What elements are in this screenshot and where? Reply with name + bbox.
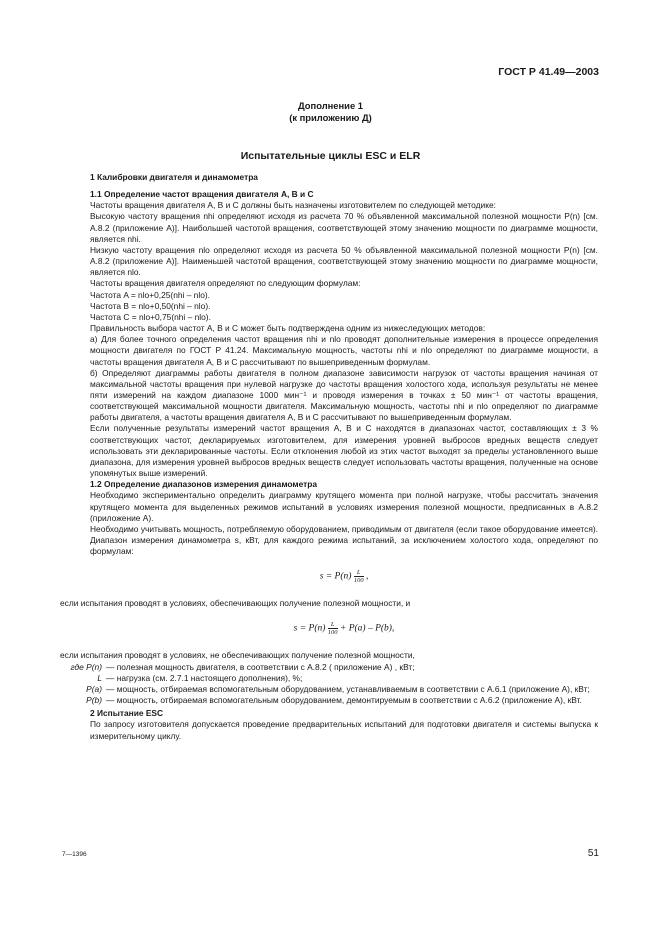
legend-text: — мощность, отбираемая вспомогательным оборудованием, демонтируемым в соответствии с А.6.2 (приложение А), кВт. [106, 695, 582, 706]
fraction-numerator: L [354, 569, 364, 577]
legend-item [60, 673, 598, 684]
main-title: Испытательные циклы ESC и ELR [240, 150, 421, 162]
paragraph: Низкую частоту вращения nlo определяют исходя из расчета 50 % объявленной максимальной полезной мощности P(n) [см. А.8.2 (приложение А)]. Наименьшей частотой вращения, соответствующей этому значению мощности по диаграмме мощности, является nlo. [90, 244, 598, 278]
paragraph: б) Определяют диаграммы работы двигателя в полном диапазоне зависимости нагрузок от частоты вращения начиная от максимальной частоты вращения при нулевой нагрузке до частоты вращения холостого хода, используя результаты не менее пяти измерений на каждом диапазоне 1000 мин⁻¹ и проводя измерения в точках ± 50 мин⁻¹ от частоты вращения, соответствующей максимальной мощности двигателя. Максимальную мощность, частоты nhi и nlo определяют по диаграмме работы двигателя, а частоты вращения двигателя A, B и C рассчитывают по вышеприведенным формулам. [90, 367, 598, 423]
paragraph: По запросу изготовителя допускается проведение предварительных испытаний для подготовки двигателя и системы выпуска к измерительному циклу. [90, 719, 598, 741]
paragraph: Правильность выбора частот A, B и C может быть подтверждена одним из нижеследующих методов: [90, 323, 486, 334]
legend-item [60, 662, 598, 673]
legend-text: — полезная мощность двигателя, в соответствии с А.8.2 ( приложение А) , кВт; [106, 661, 415, 672]
equation-fraction [354, 569, 364, 584]
paragraph: Высокую частоту вращения nhi определяют исходя из расчета 70 % объявленной максимальной полезной мощности P(n) [см. А.8.2 (приложение А)]. Наибольшей частотой вращения, соответствующей этому значению мощности по диаграмме мощности, является nhi. [90, 211, 598, 244]
fraction-denominator: 100 [327, 629, 338, 637]
page-number: 51 [587, 848, 599, 859]
paragraph: Необходимо экспериментально определить диаграмму крутящего момента при полной нагрузке, чтобы рассчитать значения крутящего момента для выделенных режимов испытаний в условиях измерения полезной мощности, предписанных в А.8.2 (приложение А). [90, 490, 598, 523]
appendix-title: Дополнение 1 [298, 100, 363, 111]
document-body [60, 172, 598, 742]
paragraph: Если полученные результаты измерений частот вращения A, B и C находятся в диапазонах частот, составляющих ± 3 % соответствующих частот, декларируемых изготовителем, для измерения уровней выбросов вредных веществ следует использовать эти декларированные частоты. Если отклонения любой из этих частот выходят за пределы установленного выше диапазона, для измерения уровней выбросов вредных веществ следует использовать частоты вращения, полученные на основе упомянутых выше измерений. [90, 423, 598, 479]
equation-lhs: s = P(n) [319, 572, 352, 582]
equation-tail: , [365, 572, 369, 582]
legend-item [60, 695, 598, 706]
formula-b: Частота B = nlo+0,50(nhi – nlo). [90, 300, 211, 311]
section-1-2-heading: 1.2 Определение диапазонов измерения динамометра [90, 479, 318, 490]
paragraph: а) Для более точного определения частот вращения nhi и nlo проводят дополнительные измерения в процессе определения мощности двигателя по ГОСТ Р 41.24. Максимальную мощность, частоты nhi и nlo определяют по диаграмме мощности, а частоты вращения двигателя A, B и C рассчитывают по вышеприведенным формулам. [90, 334, 598, 367]
paragraph: если испытания проводят в условиях, не обеспечивающих получение полезной мощности, [60, 650, 415, 661]
legend-item [60, 684, 598, 695]
section-1-heading: 1 Калибровки двигателя и динамометра [90, 172, 258, 182]
legend-list [60, 662, 598, 707]
formula-a: Частота A = nlo+0,25(nhi – nlo). [90, 289, 210, 300]
legend-key: где P(n) [70, 661, 102, 672]
paragraph: если испытания проводят в условиях, обеспечивающих получение полезной мощности, и [60, 598, 411, 609]
equation-lhs: s = P(n) [293, 624, 326, 635]
fraction-numerator: L [328, 621, 338, 629]
legend-key: P(b) [86, 695, 102, 706]
paragraph: Необходимо учитывать мощность, потребляемую оборудованием, приводимым от двигателя (если такое оборудование имеется). Диапазон измерения динамометра s, кВт, для каждого режима испытаний, за исключением холостого хода, определяют по формулам: [90, 523, 598, 557]
legend-key: P(a) [86, 683, 102, 694]
legend-key: L [97, 672, 102, 683]
paragraph: Частоты вращения двигателя A, B и C должны быть назначены изготовителем по следующей методике: [90, 200, 496, 211]
standard-number: ГОСТ Р 41.49—2003 [498, 66, 599, 78]
section-1-1-heading: 1.1 Определение частот вращения двигателя A, B и C [90, 189, 314, 200]
formula-c: Частота C = nlo+0,75(nhi – nlo). [90, 311, 211, 322]
equation-tail: + P(a) – P(b), [339, 624, 395, 635]
legend-text: — мощность, отбираемая вспомогательным оборудованием, устанавливаемым в соответствии с А.6.1 (приложение А), кВт; [106, 683, 590, 694]
equation-2 [90, 621, 598, 636]
legend-text: — нагрузка (см. 2.7.1 настоящего дополнения), %; [106, 672, 303, 683]
appendix-subtitle: (к приложению Д) [289, 112, 372, 123]
section-2-heading: 2 Испытание ESC [90, 708, 164, 719]
paragraph: Частоты вращения двигателя определяют по следующим формулам: [90, 278, 361, 289]
appendix-heading [0, 100, 661, 124]
equation-fraction [328, 621, 338, 636]
equation-1 [90, 569, 598, 584]
footer-print-code: 7—1396 [62, 851, 87, 858]
fraction-denominator: 100 [353, 577, 364, 585]
